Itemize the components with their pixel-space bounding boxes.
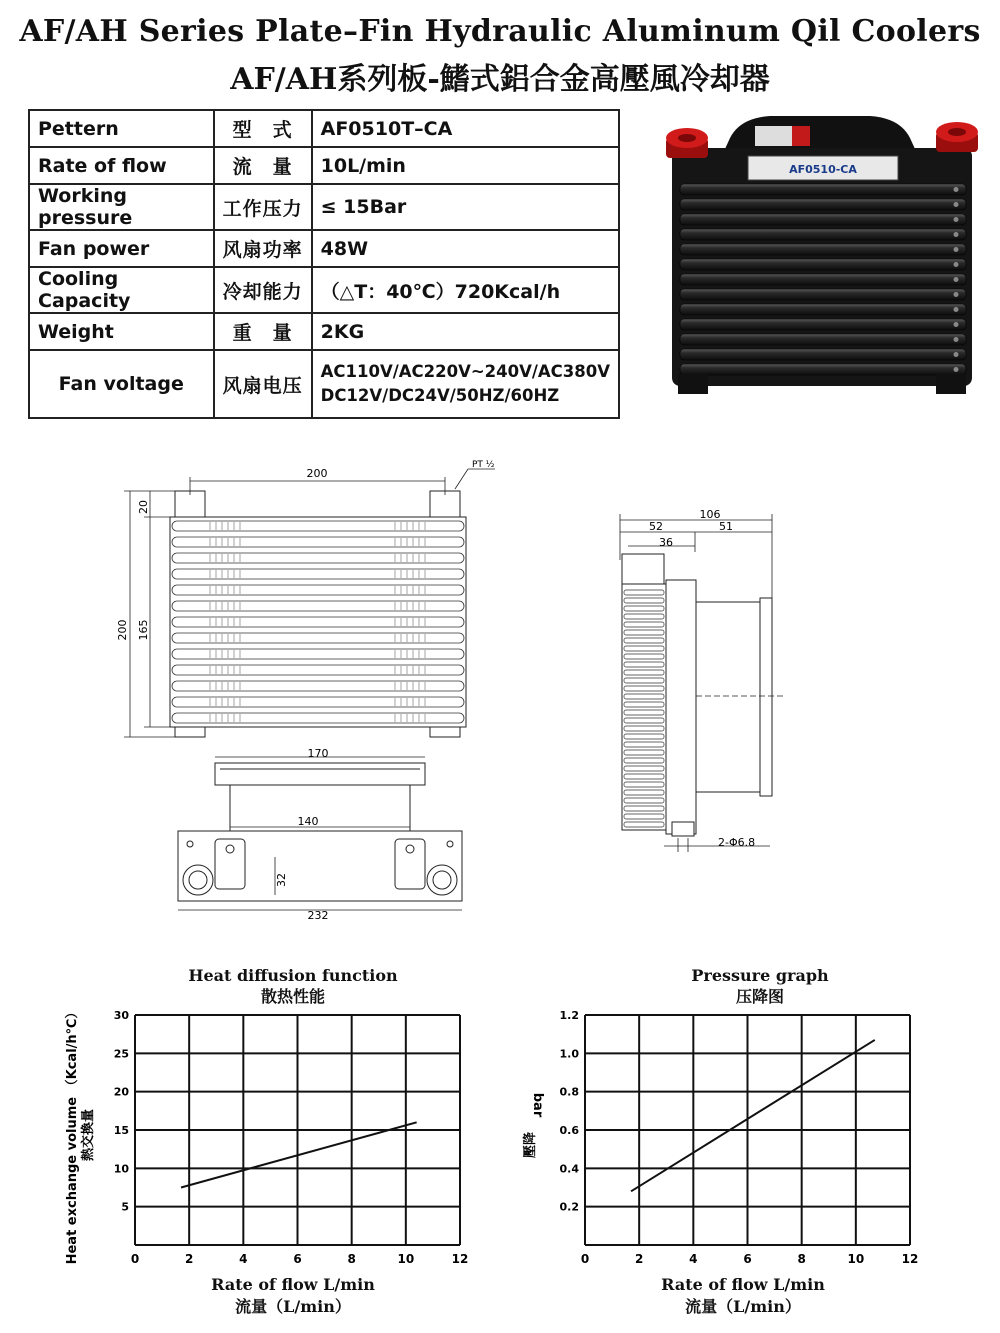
dim-slot: 32: [275, 873, 288, 887]
chart-2-x-tick-label: 10: [847, 1252, 865, 1266]
chart-2-y-tick-label: 0.6: [559, 1124, 579, 1137]
side-fin: [624, 614, 664, 619]
side-fin: [624, 670, 664, 675]
spec-table: [28, 109, 620, 419]
fin-plate: [680, 244, 966, 255]
spec-label-zh: 重 量: [214, 313, 312, 350]
chart-1-series-line: [181, 1122, 417, 1187]
chart-2-xlabel-zh: 流量（L/min）: [685, 1297, 801, 1316]
side-fin: [624, 622, 664, 627]
spec-value: （△T：40℃）720Kcal/h: [312, 267, 619, 313]
spec-label-zh: 风扇电压: [214, 350, 312, 418]
fin-rivet: [954, 247, 959, 252]
fin-rivet: [954, 187, 959, 192]
spec-label-zh: 工作压力: [214, 184, 312, 230]
spec-label-zh: 冷却能力: [214, 267, 312, 313]
front-view-drawing: [110, 455, 510, 740]
chart-2-title: [640, 965, 880, 1007]
fin-plate: [680, 334, 966, 345]
spec-row: [29, 147, 619, 184]
side-fin: [624, 766, 664, 771]
spec-value: 48W: [312, 230, 619, 267]
inlet-cap-left: [666, 128, 708, 158]
chart-2-title-en: Pressure graph: [691, 966, 829, 985]
side-fin: [624, 750, 664, 755]
fin-rivet: [954, 292, 959, 297]
chart-1-x-tick-label: 8: [347, 1252, 356, 1266]
spec-label-en: Working pressure: [29, 184, 214, 230]
spec-row: [29, 110, 619, 147]
side-fin: [624, 638, 664, 643]
fin-plate: [680, 364, 966, 375]
chart-2-x-tick-label: 0: [580, 1252, 590, 1266]
pressure-graph-chart: [510, 1005, 930, 1275]
chart-1-y-tick-label: 5: [121, 1200, 129, 1214]
chart-2-x-tick-label: 6: [743, 1252, 752, 1266]
chart-2-title-zh: 压降图: [735, 987, 784, 1006]
spec-label-en: Pettern: [29, 110, 214, 147]
side-fin: [624, 630, 664, 635]
side-fin: [624, 814, 664, 819]
side-fin: [624, 606, 664, 611]
foot-right: [936, 374, 966, 394]
fin-plate: [680, 229, 966, 240]
side-fin: [624, 734, 664, 739]
fin-plate: [680, 199, 966, 210]
side-fin: [624, 806, 664, 811]
label-plate-text: AF0510-CA: [789, 163, 857, 176]
spec-label-en: Cooling Capacity: [29, 267, 214, 313]
dim-width: 200: [306, 467, 328, 480]
spec-label-en: Fan voltage: [29, 350, 214, 418]
outlet-cap-right: [936, 122, 978, 152]
spec-row: [29, 184, 619, 230]
side-fin: [624, 694, 664, 699]
chart-2-y-tick-label: 0.2: [559, 1200, 579, 1214]
side-fin: [624, 782, 664, 787]
side-fin: [624, 774, 664, 779]
spec-value-voltage: [312, 350, 619, 418]
chart-1-title-zh: 散热性能: [260, 987, 325, 1006]
chart-1-ylabel: Heat exchange volume （Kcal/h℃）: [65, 1005, 80, 1265]
dim-overall: 232: [307, 909, 329, 922]
side-fin: [624, 718, 664, 723]
fin-plate: [680, 259, 966, 270]
spec-value: ≤ 15Bar: [312, 184, 619, 230]
chart-2-ylabel: bar: [530, 1092, 545, 1118]
chart-1-x-tick-label: 6: [293, 1252, 302, 1266]
fin-rivet: [954, 277, 959, 282]
chart-1-y-tick-label: 30: [113, 1009, 129, 1022]
page-title-chinese: AF/AH系列板-鰭式鋁合金高壓風冷却器: [230, 62, 770, 97]
fin-plate: [680, 214, 966, 225]
side-fin: [624, 790, 664, 795]
chart-2-x-tick-label: 4: [689, 1252, 698, 1266]
warning-sticker: [755, 126, 795, 146]
fin-plate: [680, 319, 966, 330]
bottom-view-drawing: [160, 745, 480, 925]
chart-1-y-tick-label: 25: [113, 1047, 129, 1061]
fin-rivet: [954, 217, 959, 222]
side-fin: [624, 662, 664, 667]
fin-plate: [680, 184, 966, 195]
chart-1-title: [170, 965, 416, 1007]
chart-1-xlabel: [170, 1274, 416, 1318]
chart-1-x-tick-label: 10: [397, 1252, 415, 1266]
fin-rivet: [954, 367, 959, 372]
chart-2-x-tick-label: 2: [634, 1252, 644, 1266]
side-fin: [624, 798, 664, 803]
spec-value: AF0510T–CA: [312, 110, 619, 147]
spec-row: [29, 230, 619, 267]
fin-rivet: [954, 352, 959, 357]
foot-left: [678, 374, 708, 394]
spec-label-zh: 流 量: [214, 147, 312, 184]
side-fin: [624, 646, 664, 651]
chart-1-title-en: Heat diffusion function: [188, 966, 398, 985]
dim-port: PT ½: [472, 460, 495, 470]
side-view-drawing: [600, 500, 800, 860]
chart-1-x-tick-label: 4: [239, 1252, 248, 1266]
chart-2-y-tick-label: 0.8: [559, 1085, 579, 1099]
fin-rivet: [954, 202, 959, 207]
chart-1-y-tick-label: 10: [113, 1162, 129, 1176]
spec-row: [29, 267, 619, 313]
side-fin: [624, 710, 664, 715]
chart-1-y-tick-label: 20: [113, 1085, 129, 1099]
chart-2-x-tick-label: 8: [797, 1252, 806, 1266]
chart-2-y-tick-label: 1.0: [559, 1047, 579, 1061]
spec-label-en: Weight: [29, 313, 214, 350]
chart-2-y-tick-label: 0.4: [559, 1162, 579, 1176]
heat-diffusion-chart: [60, 1005, 480, 1275]
dim-mount: 140: [297, 815, 319, 828]
spec-row: [29, 313, 619, 350]
spec-label-zh: 风扇功率: [214, 230, 312, 267]
side-fin: [624, 742, 664, 747]
chart-2-ylabel-zh: 壓降: [523, 1131, 538, 1159]
spec-value: 10L/min: [312, 147, 619, 184]
chart-1-x-tick-label: 12: [451, 1252, 469, 1266]
port-left: [175, 491, 205, 519]
dim-side-overall: 106: [699, 508, 721, 521]
spec-label-zh: 型 式: [214, 110, 312, 147]
chart-1-xlabel-zh: 流量（L/min）: [235, 1297, 351, 1316]
fin-rivet: [954, 232, 959, 237]
fin-plate: [680, 304, 966, 315]
voltage-line-ac: AC110V/AC220V~240V/AC380V: [320, 362, 610, 381]
warning-sticker-red: [792, 126, 810, 146]
side-fin: [624, 822, 664, 827]
chart-1-x-tick-label: 0: [130, 1252, 140, 1266]
voltage-line-dc: DC12V/DC24V/50HZ/60HZ: [320, 386, 560, 405]
dim-top-height: 20: [137, 500, 150, 514]
side-fin: [624, 654, 664, 659]
side-fin: [624, 598, 664, 603]
fin-rivet: [954, 322, 959, 327]
spec-label-en: Rate of flow: [29, 147, 214, 184]
chart-1-x-tick-label: 2: [184, 1252, 194, 1266]
fin-plate: [680, 274, 966, 285]
dim-holes: 2-Φ6.8: [718, 836, 756, 849]
fin-rivet: [954, 307, 959, 312]
dim-side-right: 51: [719, 520, 733, 533]
fin-rivet: [954, 262, 959, 267]
chart-2-xlabel: [620, 1274, 866, 1318]
product-photo: [660, 112, 980, 397]
side-fin: [624, 758, 664, 763]
chart-1-xlabel-en: Rate of flow L/min: [211, 1275, 375, 1294]
dim-side-left: 52: [649, 520, 663, 533]
spec-row-fan-voltage: [29, 350, 619, 418]
chart-2-y-tick-label: 1.2: [559, 1009, 579, 1022]
dim-height: 200: [116, 619, 129, 641]
port-right: [430, 491, 460, 519]
dim-core: 165: [137, 619, 150, 641]
page-title-english: AF/AH Series Plate–Fin Hydraulic Aluminum Qil Coolers: [19, 14, 981, 49]
chart-1-ylabel-zh: 熱交換量: [81, 1108, 96, 1162]
side-fin: [624, 590, 664, 595]
fin-plate: [680, 349, 966, 360]
fan-housing-top: [215, 763, 425, 785]
chart-2-x-tick-label: 12: [901, 1252, 919, 1266]
spec-value: 2KG: [312, 313, 619, 350]
fin-rivet: [954, 337, 959, 342]
dim-side-inner: 36: [659, 536, 673, 549]
side-fin: [624, 686, 664, 691]
fin-plate: [680, 289, 966, 300]
spec-label-en: Fan power: [29, 230, 214, 267]
chart-1-y-tick-label: 15: [113, 1124, 129, 1137]
chart-2-xlabel-en: Rate of flow L/min: [661, 1275, 825, 1294]
side-fin: [624, 702, 664, 707]
side-fin: [624, 726, 664, 731]
side-fin: [624, 678, 664, 683]
dim-top-width: 170: [307, 747, 329, 760]
